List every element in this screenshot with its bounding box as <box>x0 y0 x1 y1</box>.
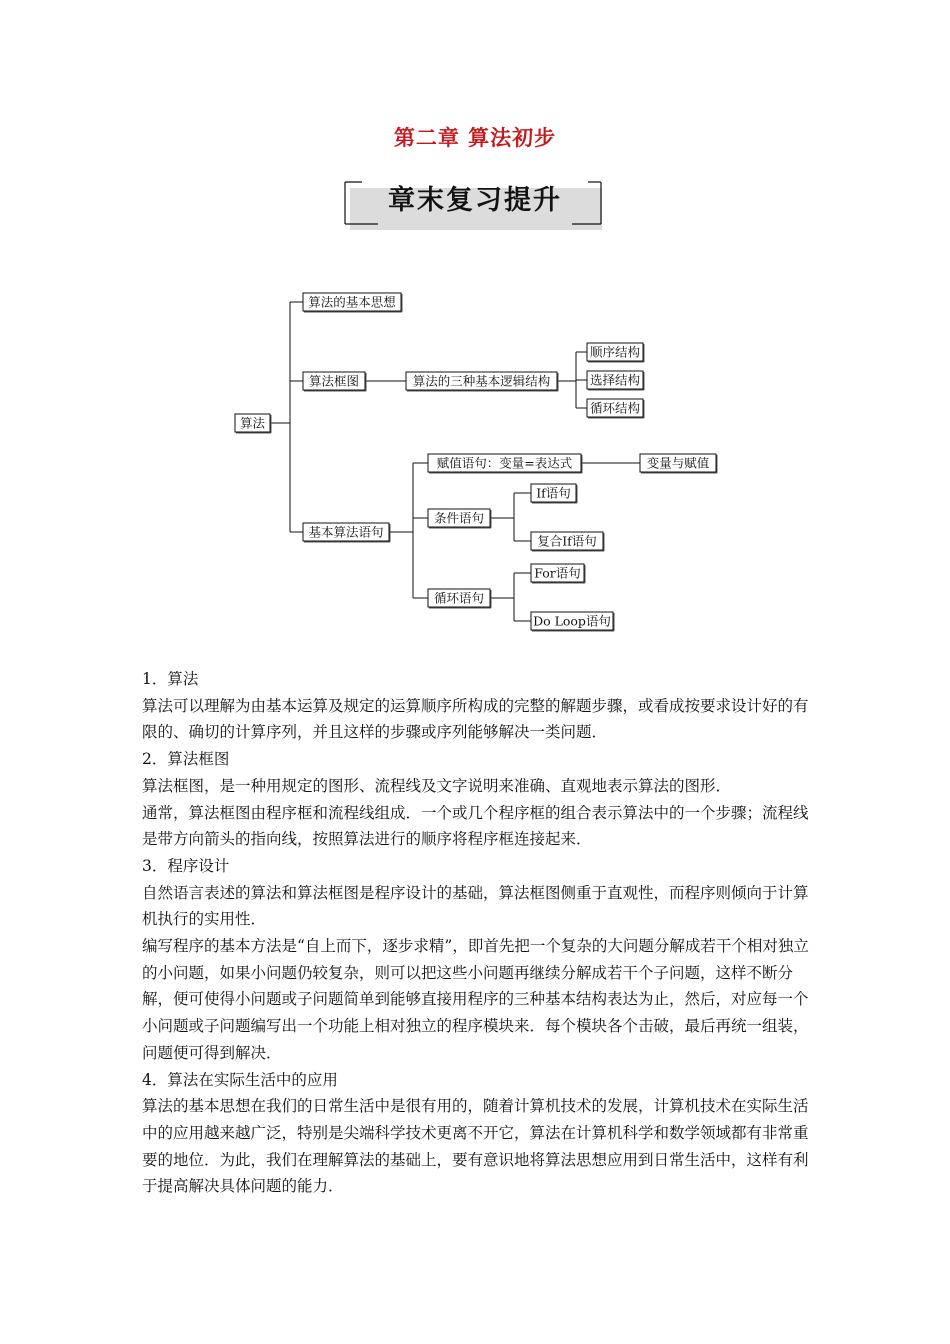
tree-node-assignment <box>428 454 582 473</box>
section-4-paragraph: 算法的基本思想在我们的日常生活中是很有用的，随着计算机技术的发展，计算机技术在实际生活中的应用越来越广泛，特别是尖端科学技术更离不开它，算法在计算机科学和数学领域都有非常重要的地位．为此，我们在理解算法的基础上，要有意识地将算法思想应用到日常生活中，这样有利于提高解决具体问题的能力． <box>142 1097 809 1196</box>
section-banner <box>344 178 606 232</box>
section-2-heading: 2．算法框图 <box>142 750 230 769</box>
tree-node-flowchart <box>303 372 366 391</box>
section-3-paragraph-2: 编写程序的基本方法是“自上而下，逐步求精”，即首先把一个复杂的大问题分解成若干个相对独立的小问题，如果小问题仍较复杂，则可以把这些小问题再继续分解成若干个子问题，这样不断分解，便可使得小问题或子问题简单到能够直接用程序的三种基本结构表达为止，然后，对应每一个小问题或子问题编写出一个功能上相对独立的程序模块来．每个模块各个击破，最后再统一组装，问题便可得到解决． <box>142 937 809 1062</box>
tree-node-label: 算法 <box>239 415 266 431</box>
tree-node-sequence <box>587 343 644 362</box>
tree-node-do-loop <box>531 612 614 631</box>
section-3-heading: 3．程序设计 <box>142 856 230 875</box>
tree-node-label: If语句 <box>536 485 571 501</box>
tree-node-label: For语句 <box>534 565 581 581</box>
tree-node-conditional <box>428 509 491 528</box>
tree-node-label: 基本算法语句 <box>308 524 384 540</box>
tree-node-label: 变量与赋值 <box>646 455 710 471</box>
knowledge-tree-diagram <box>0 280 950 640</box>
section-2-paragraph-2: 通常，算法框图由程序框和流程线组成．一个或几个程序框的组合表示算法中的一个步骤；流程线是带方向箭头的指向线，按照算法进行的顺序将程序框连接起来． <box>142 803 809 849</box>
tree-node-label: 算法的基本思想 <box>308 294 396 310</box>
section-2-paragraph-1: 算法框图，是一种用规定的图形、流程线及文字说明来准确、直观地表示算法的图形． <box>142 776 732 795</box>
tree-node-label: 顺序结构 <box>589 344 641 360</box>
tree-node-label: 复合If语句 <box>537 533 597 549</box>
banner-title: 章末复习提升 <box>388 185 562 216</box>
tree-node-root <box>235 414 271 433</box>
tree-node-label: 循环语句 <box>433 590 485 606</box>
tree-node-label: 算法的三种基本逻辑结构 <box>412 373 551 389</box>
tree-node-label: 选择结构 <box>589 372 641 388</box>
section-3-paragraph-1: 自然语言表述的算法和算法框图是程序设计的基础，算法框图侧重于直观性，而程序则倾向于计算机执行的实用性． <box>142 883 809 929</box>
tree-node-for <box>531 564 585 583</box>
section-4-heading: 4．算法在实际生活中的应用 <box>142 1070 338 1089</box>
tree-node-label: 赋值语句：变量=表达式 <box>436 455 573 471</box>
tree-node-basic-idea <box>303 293 402 312</box>
tree-node-label: 循环结构 <box>589 400 641 416</box>
section-1-heading: 1．算法 <box>142 670 199 688</box>
tree-node-loop-statement <box>428 589 491 608</box>
tree-node-compound-if <box>531 532 604 551</box>
tree-node-selection <box>587 371 644 390</box>
tree-node-basic-statements <box>303 523 390 542</box>
tree-node-if <box>531 484 577 503</box>
section-1-paragraph: 算法可以理解为由基本运算及规定的运算顺序所构成的完整的解题步骤，或看成按要求设计好的有限的、确切的计算序列，并且这样的步骤或序列能够解决一类问题． <box>142 696 809 742</box>
tree-node-label: 算法框图 <box>308 373 360 389</box>
tree-node-label: 条件语句 <box>433 510 485 526</box>
tree-node-loop-structure <box>587 399 644 418</box>
summary-text <box>142 666 814 1200</box>
tree-node-label: Do Loop语句 <box>533 613 611 629</box>
tree-node-three-structures <box>406 372 558 391</box>
tree-node-variable-assignment <box>640 454 717 473</box>
chapter-title: 第二章 算法初步 <box>393 126 557 150</box>
